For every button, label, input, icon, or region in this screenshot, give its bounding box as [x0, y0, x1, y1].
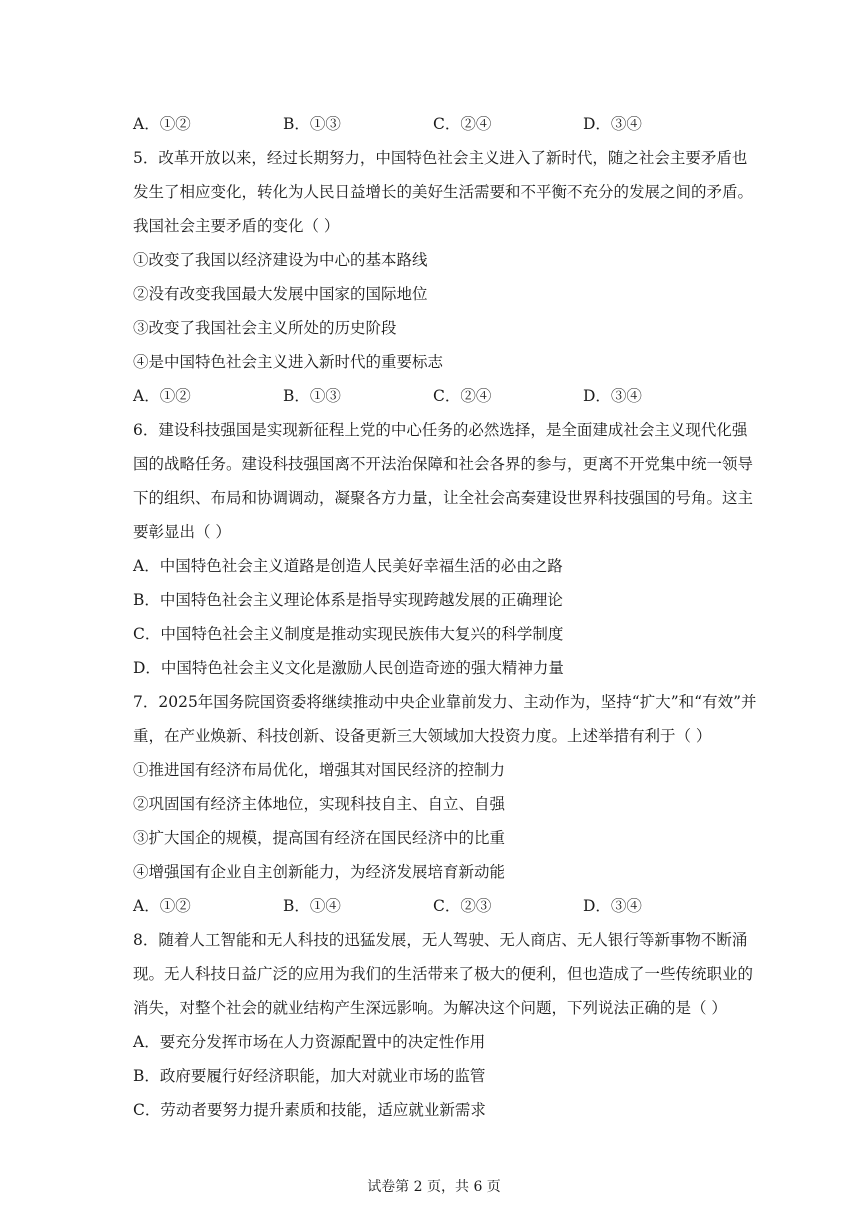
q7-option-d: D．③④ — [583, 897, 642, 915]
q5-statement-2: ②没有改变我国最大发展中国家的国际地位 — [133, 285, 428, 303]
q7-stem-line: 7．2025年国务院国资委将继续推动中央企业靠前发力、主动作为，坚持“扩大”和“有效”并 — [133, 693, 757, 711]
q8-stem-line: 现。无人科技日益广泛的应用为我们的生活带来了极大的便利，但也造成了一些传统职业的 — [133, 965, 754, 983]
q6-option-c: C．中国特色社会主义制度是推动实现民族伟大复兴的科学制度 — [133, 625, 564, 643]
q5-stem-line: 5．改革开放以来，经过长期努力，中国特色社会主义进入了新时代，随之社会主要矛盾也 — [133, 149, 748, 167]
q7-stem-line: 重，在产业焕新、科技创新、设备更新三大领域加大投资力度。上述举措有利于（ ） — [133, 727, 712, 745]
q6-stem-line: 要彰显出（ ） — [133, 523, 231, 541]
q5-statement-4: ④是中国特色社会主义进入新时代的重要标志 — [133, 353, 444, 371]
q8-stem-line: 8．随着人工智能和无人科技的迅猛发展，无人驾驶、无人商店、无人银行等新事物不断涌 — [133, 931, 748, 949]
q5-option-a: A．①② — [133, 387, 191, 405]
q7-statement-1: ①推进国有经济布局优化，增强其对国民经济的控制力 — [133, 761, 506, 779]
page-footer: 试卷第 2 页，共 6 页 — [367, 1179, 501, 1195]
q6-option-d: D．中国特色社会主义文化是激励人民创造奇迹的强大精神力量 — [133, 659, 564, 677]
q5-statement-3: ③改变了我国社会主义所处的历史阶段 — [133, 319, 397, 337]
q7-statement-3: ③扩大国企的规模，提高国有经济在国民经济中的比重 — [133, 829, 506, 847]
q6-stem-line: 6．建设科技强国是实现新征程上党的中心任务的必然选择，是全面建成社会主义现代化强 — [133, 421, 748, 439]
q6-option-b: B．中国特色社会主义理论体系是指导实现跨越发展的正确理论 — [133, 591, 563, 609]
q7-statement-2: ②巩固国有经济主体地位，实现科技自主、自立、自强 — [133, 795, 506, 813]
q5-stem-line: 发生了相应变化，转化为人民日益增长的美好生活需要和不平衡不充分的发展之间的矛盾。 — [133, 183, 754, 201]
q8-option-a: A．要充分发挥市场在人力资源配置中的决定性作用 — [133, 1033, 486, 1051]
q8-option-b: B．政府要履行好经济职能，加大对就业市场的监管 — [133, 1067, 486, 1085]
q8-option-c: C．劳动者要努力提升素质和技能，适应就业新需求 — [133, 1101, 486, 1119]
q7-option-c: C．②③ — [433, 897, 492, 915]
q5-option-d: D．③④ — [583, 387, 642, 405]
q4-option-d: D．③④ — [583, 115, 642, 133]
q6-stem-line: 下的组织、布局和协调调动，凝聚各方力量，让全社会高奏建设世界科技强国的号角。这主 — [133, 489, 754, 507]
q7-option-a: A．①② — [133, 897, 191, 915]
q6-stem-line: 国的战略任务。建设科技强国离不开法治保障和社会各界的参与，更离不开党集中统一领导 — [133, 455, 754, 473]
q5-option-b: B．①③ — [283, 387, 341, 405]
q4-option-b: B．①③ — [283, 115, 341, 133]
q5-option-c: C．②④ — [433, 387, 492, 405]
q5-stem-line: 我国社会主要矛盾的变化（ ） — [133, 217, 340, 235]
q4-option-a: A．①② — [133, 115, 191, 133]
q7-option-b: B．①④ — [283, 897, 341, 915]
q6-option-a: A．中国特色社会主义道路是创造人民美好幸福生活的必由之路 — [133, 557, 563, 575]
q4-option-c: C．②④ — [433, 115, 492, 133]
q5-statement-1: ①改变了我国以经济建设为中心的基本路线 — [133, 251, 428, 269]
q7-statement-4: ④增强国有企业自主创新能力，为经济发展培育新动能 — [133, 863, 506, 881]
q8-stem-line: 消失，对整个社会的就业结构产生深远影响。为解决这个问题，下列说法正确的是（ ） — [133, 999, 727, 1017]
